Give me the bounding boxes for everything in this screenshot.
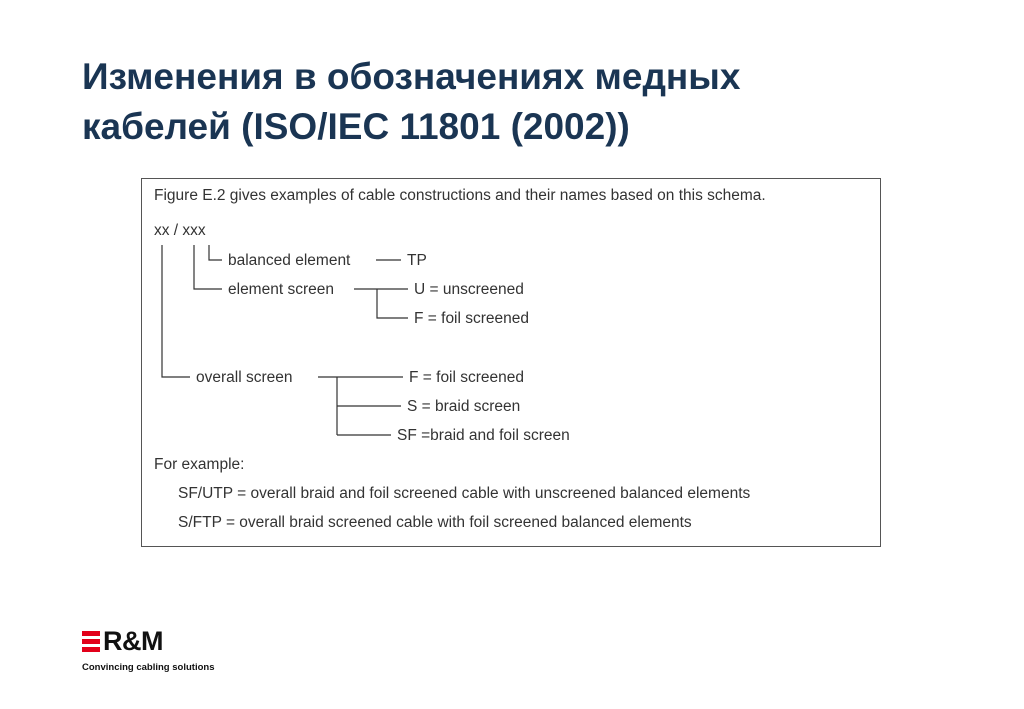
rm-logo-mark-icon (82, 631, 100, 653)
element-screen-option: U = unscreened (414, 281, 524, 298)
slide-title (82, 52, 962, 152)
connector-balanced-element (209, 245, 222, 260)
logo-brand-name: R&M (103, 626, 163, 656)
figure-box (141, 178, 881, 547)
example-line: SF/UTP = overall braid and foil screened cable with unscreened balanced elements (178, 485, 751, 502)
connector-element-screen-f (377, 289, 408, 318)
element-screen-label: element screen (228, 281, 334, 298)
overall-screen-option: F = foil screened (409, 369, 525, 386)
logo-tagline: Convincing cabling solutions (82, 662, 215, 673)
connector-element-screen (194, 245, 222, 289)
schema-label: xx / xxx (154, 222, 206, 239)
connector-overall-s (337, 377, 401, 435)
overall-screen-option: SF =braid and foil screen (397, 427, 570, 444)
slide-title-line-1: Изменения в обозначениях медных (82, 56, 741, 97)
element-screen-option: F = foil screened (414, 310, 530, 327)
overall-screen-option: S = braid screen (407, 398, 521, 415)
slide-title-line-2: кабелей (ISO/IEC 11801 (2002)) (82, 106, 630, 147)
overall-screen-label: overall screen (196, 369, 293, 386)
cable-naming-diagram (142, 179, 882, 548)
example-line: S/FTP = overall braid screened cable with foil screened balanced elements (178, 514, 692, 531)
figure-intro-text: Figure E.2 gives examples of cable constructions and their names based on this schema. (154, 187, 766, 204)
connector-overall-screen (162, 245, 190, 377)
balanced-element-label: balanced element (228, 252, 351, 269)
company-logo (82, 628, 282, 678)
examples-heading: For example: (154, 456, 245, 473)
balanced-element-value: TP (407, 252, 427, 269)
